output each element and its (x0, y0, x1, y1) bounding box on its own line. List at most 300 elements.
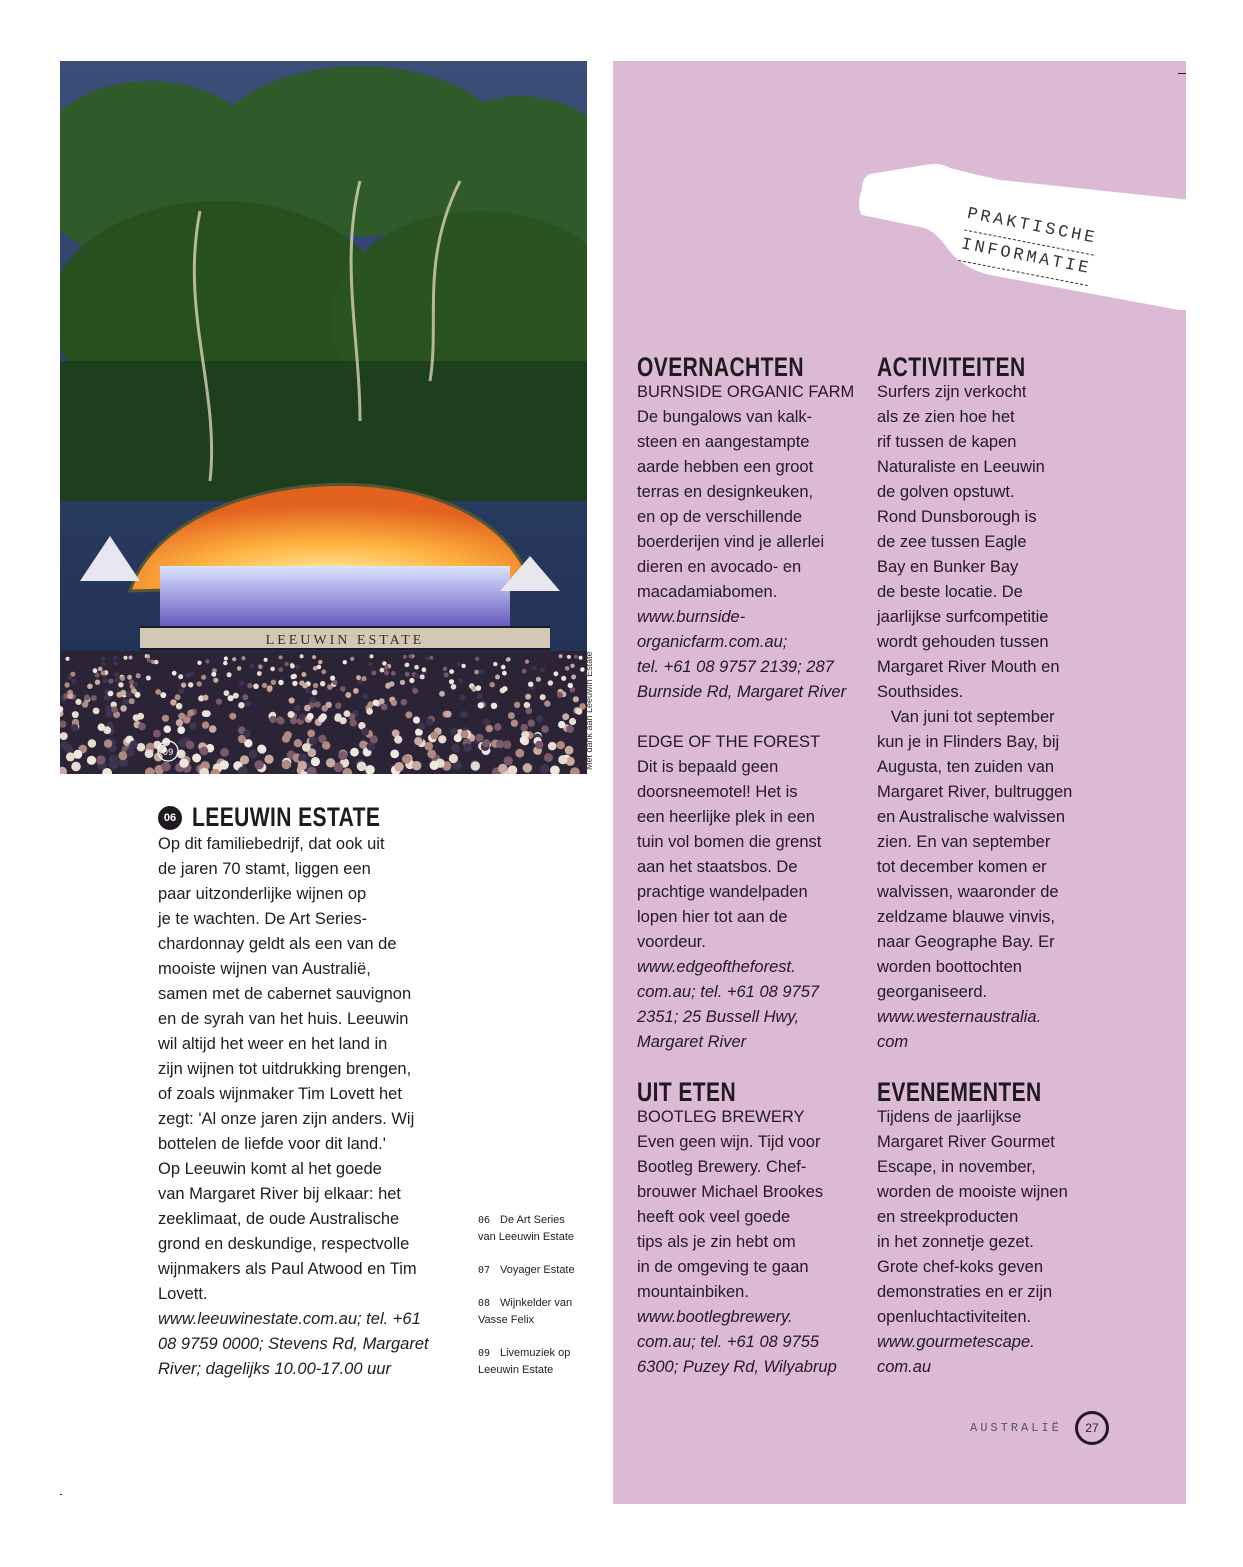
crowd-dot (137, 743, 146, 752)
crowd-dot (72, 711, 79, 718)
crowd-dot (269, 716, 276, 723)
crowd-dot (350, 657, 354, 661)
crowd-dot (576, 708, 583, 715)
crowd-dot (93, 708, 100, 715)
crowd-dot (476, 734, 484, 742)
concert-photo (60, 61, 587, 774)
crowd-dot (175, 694, 181, 700)
crowd-dot (220, 748, 229, 757)
crowd-dot (422, 667, 427, 672)
crowd-dot (294, 705, 301, 712)
crowd-dot (108, 679, 113, 684)
crowd-dot (335, 713, 342, 720)
crowd-dot (258, 664, 263, 669)
crowd-dot (129, 741, 137, 749)
crowd-dot (239, 681, 244, 686)
crowd-dot (133, 682, 138, 687)
crowd-dot (98, 667, 103, 672)
crowd-dot (372, 671, 377, 676)
crowd-dot (426, 718, 433, 725)
crowd-dot (113, 661, 117, 665)
crowd-dot (233, 693, 239, 699)
crowd-dot (418, 722, 426, 730)
crowd-dot (138, 723, 146, 731)
crowd-dot (71, 762, 81, 772)
crowd-dot (474, 670, 479, 675)
crowd-dot (288, 711, 295, 718)
crowd-dot (223, 661, 227, 665)
crowd-dot (302, 743, 311, 752)
crowd-dot (96, 755, 105, 764)
photo-number: 09 (162, 748, 174, 758)
crowd-dot (161, 762, 171, 772)
crowd-dot (146, 654, 150, 658)
crowd-dot (565, 666, 570, 671)
crowd-dot (401, 699, 407, 705)
crowd-dot (338, 751, 347, 760)
crowd-dot (108, 691, 114, 697)
crowd-dot (382, 661, 386, 665)
crowd-dot (247, 683, 252, 688)
crowd-dot (520, 724, 528, 732)
crowd-dot (350, 748, 359, 757)
crowd-dot (103, 726, 111, 734)
crowd-dot (127, 675, 132, 680)
crowd-dot (282, 735, 290, 743)
crowd-dot (344, 710, 351, 717)
crowd-dot (314, 701, 320, 707)
crowd-dot (188, 682, 193, 687)
caption-text: Voyager Estate (500, 1264, 575, 1276)
article-title (158, 802, 434, 833)
section-body: Surfers zijn verkocht als ze zien hoe het rif tussen de kapen Naturaliste en Leeuwin de golven opstuwt. Rond Dunsborough is de zee tussen Eagle Bay en Bunker Bay de beste locatie. De jaarlijkse surfcompetitie wordt gehouden tussen Margaret River Mouth en Southsides. Van juni tot september kun je in Flinders Bay, bij Augusta, ten zuiden van Margaret River, bultruggen en Australische walvissen zien. En van september tot december komen er walvissen, waaronder de zeldzame blauwe vinvis, naar Geographe Bay. Er worden boottochten georganiseerd. (877, 383, 1073, 1001)
crowd-dot (318, 660, 322, 664)
crowd-dot (353, 688, 359, 694)
crowd-dot (384, 665, 389, 670)
crowd-dot (216, 699, 222, 705)
crowd-dot (118, 682, 123, 687)
crowd-dot (525, 708, 532, 715)
crowd-dot (105, 711, 112, 718)
crowd-dot (177, 726, 185, 734)
crowd-dot (276, 716, 283, 723)
crowd-dot (101, 656, 105, 660)
crowd-dot (126, 748, 135, 757)
crowd-dot (457, 662, 461, 666)
crowd-dot (67, 693, 73, 699)
crowd-dot (103, 678, 108, 683)
crowd-dot (463, 743, 472, 752)
crowd-dot (413, 717, 420, 724)
listing-name: EDGE OF THE FOREST (637, 733, 821, 751)
crowd-dot (335, 703, 341, 709)
crowd-dot (430, 761, 439, 770)
crowd-dot (300, 654, 304, 658)
crowd-dot (471, 761, 480, 770)
caption-text: Livemuziek op Leeuwin Estate (478, 1347, 571, 1376)
listing-body: Even geen wijn. Tijd voor Bootleg Brewery. Chef- brouwer Michael Brookes heeft ook veel goede tips als je zin hebt om in de omgeving te gaan mountainbiken. (637, 1133, 824, 1301)
crowd-dot (178, 713, 185, 720)
crowd-dot (524, 702, 530, 708)
crowd-dot (71, 679, 76, 684)
crowd-dot (262, 683, 267, 688)
crowd-dot (359, 741, 367, 749)
crowd-dot (93, 668, 98, 673)
crowd-dot (311, 757, 320, 766)
crowd-dot (220, 760, 229, 769)
crowd-dot (535, 741, 543, 749)
crowd-dot (483, 718, 490, 725)
crowd-dot (558, 721, 565, 728)
crowd-dot (569, 718, 576, 725)
crowd-dot (102, 662, 106, 666)
crowd-dot (511, 720, 518, 727)
crowd-dot (420, 674, 425, 679)
crowd-dot (264, 755, 273, 764)
crowd-dot (279, 655, 283, 659)
crowd-dot (179, 688, 185, 694)
crowd-dot (124, 656, 128, 660)
crowd-dot (330, 676, 335, 681)
crowd-dot (445, 711, 452, 718)
crowd-dot (65, 745, 74, 754)
crowd-dot (84, 695, 90, 701)
crowd-dot (438, 735, 446, 743)
crowd-dot (508, 712, 515, 719)
listing-info: www.bootlegbrewery. com.au; tel. +61 08 9755 6300; Puzey Rd, Wilyabrup (637, 1308, 837, 1376)
crowd-dot (95, 680, 100, 685)
crowd-dot (189, 671, 194, 676)
crowd-dot (282, 760, 291, 769)
crowd-dot (443, 667, 448, 672)
crowd-dot (528, 682, 533, 687)
crowd-dot (321, 669, 326, 674)
crowd-dot (570, 664, 574, 668)
crowd-dot (449, 669, 454, 674)
crowd-dot (482, 739, 490, 747)
crowd-dot (536, 677, 541, 682)
crowd-dot (449, 679, 454, 684)
section-heading: UIT ETEN (637, 1077, 737, 1107)
label-line: PRAKTISCHE (964, 200, 1100, 256)
crowd-dot (493, 662, 497, 666)
crowd-dot (307, 713, 314, 720)
crowd-dot (361, 728, 369, 736)
section-heading: EVENEMENTEN (877, 1077, 1042, 1107)
crowd-dot (490, 682, 495, 687)
crowd-dot (363, 693, 369, 699)
crowd-dot (227, 672, 232, 677)
crowd-dot (155, 689, 161, 695)
crowd-dot (494, 723, 502, 731)
listing-name: BOOTLEG BREWERY (637, 1108, 805, 1126)
listing-body: De bungalows van kalk- steen en aangestampte aarde hebben een groot terras en designkeuken, en op de verschillende boerderijen vind je allerlei dieren en avocado- en macadamiabomen. (637, 408, 825, 601)
crowd-dot (322, 741, 330, 749)
crowd-dot (476, 685, 482, 691)
crowd-dot (544, 700, 550, 706)
crowd-dot (197, 681, 202, 686)
crowd-dot (120, 705, 127, 712)
crowd-dot (478, 702, 484, 708)
crowd-dot (502, 671, 507, 676)
crowd-dot (573, 696, 579, 702)
caption-item (478, 1295, 598, 1329)
crowd-dot (430, 732, 438, 740)
section-info: www.westernaustralia. com (877, 1008, 1042, 1051)
crowd-dot (60, 732, 68, 740)
crowd-dot (224, 656, 228, 660)
crowd-dot (145, 749, 154, 758)
crowd-dot (402, 755, 411, 764)
crowd-dot (540, 694, 546, 700)
crowd-dot (366, 708, 373, 715)
crowd-dot (579, 656, 583, 660)
crowd-dot (444, 672, 449, 677)
section-activiteiten (877, 352, 1117, 1055)
crowd-dot (129, 656, 133, 660)
crowd-dot (200, 747, 209, 756)
crowd-dot (391, 671, 396, 676)
crowd-dot (548, 680, 553, 685)
crowd-dot (568, 683, 573, 688)
crowd-dot (178, 674, 183, 679)
article-info: www.leeuwinestate.com.au; tel. +61 08 9759 0000; Stevens Rd, Margaret River; dagelijks 10.00-17.00 uur (158, 1310, 429, 1378)
crowd-dot (475, 657, 479, 661)
crowd-dot (477, 693, 483, 699)
caption-item (478, 1262, 598, 1279)
crowd-dot (403, 655, 407, 659)
crowd-dot (267, 685, 273, 691)
crowd-dot (340, 686, 346, 692)
crowd-dot (384, 670, 389, 675)
crowd-dot (242, 694, 248, 700)
crowd-dot (381, 704, 388, 711)
crowd-dot (540, 668, 545, 673)
crowd-dot (380, 668, 385, 673)
crowd-dot (502, 686, 508, 692)
crowd-dot (147, 658, 151, 662)
crowd-dot (459, 694, 465, 700)
crowd-dot (528, 719, 535, 726)
article-number-badge: 06 (158, 806, 182, 830)
crowd-dot (343, 660, 347, 664)
crowd-dot (327, 684, 333, 690)
crowd-dot (122, 699, 128, 705)
crowd-dot (368, 662, 372, 666)
crowd-dot (559, 654, 563, 658)
crowd-dot (120, 676, 125, 681)
crowd-dot (126, 691, 132, 697)
crowd-dot (414, 737, 422, 745)
crowd-dot (176, 703, 183, 710)
crowd-dot (501, 665, 506, 670)
crowd-dot (312, 690, 318, 696)
crowd-dot (485, 725, 493, 733)
crowd-dot (284, 662, 288, 666)
crowd-dot (425, 656, 429, 660)
crowd-dot (554, 671, 559, 676)
crowd-dot (213, 678, 218, 683)
crowd-dot (192, 754, 201, 763)
crowd-dot (257, 671, 262, 676)
crowd-dot (243, 730, 251, 738)
crop-mark (60, 1494, 62, 1495)
crowd-dot (249, 750, 258, 759)
crowd-dot (305, 688, 311, 694)
crowd-dot (373, 700, 379, 706)
crowd-dot (544, 753, 553, 762)
crowd-dot (313, 683, 318, 688)
crowd-dot (405, 672, 410, 677)
crowd-dot (394, 762, 404, 772)
caption-number: 06 (478, 1215, 491, 1226)
crowd-dot (449, 754, 458, 763)
crowd-dot (202, 721, 209, 728)
crowd-dot (561, 676, 566, 681)
crowd-dot (574, 655, 578, 659)
crowd-dot (136, 673, 141, 678)
crowd-dot (181, 682, 186, 687)
crowd-dot (394, 736, 402, 744)
crowd-dot (299, 680, 304, 685)
crowd-dot (557, 741, 565, 749)
crowd-dot (391, 700, 397, 706)
listing-name: BURNSIDE ORGANIC FARM (637, 383, 855, 401)
article-body: Op dit familiebedrijf, dat ook uit de jaren 70 stamt, liggen een paar uitzonderlijke wijnen op je te wachten. De Art Series- chardonnay geldt als een van de mooiste wijnen van Australië, samen met de cabernet sauvignon en de syrah van het huis. Leeuwin wil altijd het weer en het land in zijn wijnen tot uitdrukking brengen, of zoals wijnmaker Tim Lovett het zegt: 'Al onze jaren zijn anders. Wij bottelen de liefde voor dit land.' Op Leeuwin komt al het goede van Margaret River bij elkaar: het zeeklimaat, de oude Australische grond en deskundige, respectvolle wijnmakers als Paul Atwood en Tim Lovett. (158, 835, 417, 1303)
crowd-dot (278, 680, 283, 685)
crowd-dot (95, 673, 100, 678)
crowd-dot (548, 742, 557, 751)
crowd-dot (179, 758, 188, 767)
crowd-dot (424, 742, 433, 751)
section-label: AUSTRALIË (970, 1421, 1062, 1435)
crowd-dot (254, 760, 263, 769)
crowd-dot (279, 667, 284, 672)
crowd-dot (113, 656, 117, 660)
caption-text: De Art Series van Leeuwin Estate (478, 1214, 575, 1243)
section-heading: ACTIVITEITEN (877, 352, 1026, 382)
caption-text: Wijnkelder van Vasse Felix (478, 1297, 573, 1326)
section-heading: OVERNACHTEN (637, 352, 804, 382)
crowd-dot (366, 742, 375, 751)
crowd-dot (66, 752, 75, 761)
crowd-dot (312, 655, 316, 659)
article-heading: LEEUWIN ESTATE (192, 802, 381, 832)
crowd-dot (451, 744, 460, 753)
crowd-dot (238, 702, 244, 708)
crowd-dot (320, 713, 327, 720)
crowd-dot (562, 713, 569, 720)
crowd-dot (427, 750, 436, 759)
crowd-dot (461, 711, 468, 718)
crowd-dot (357, 762, 367, 772)
crowd-dot (250, 664, 254, 668)
crowd-dot (345, 692, 351, 698)
listing-info: www.burnside- organicfarm.com.au; tel. +61 08 9757 2139; 287 Burnside Rd, Margaret River (637, 608, 847, 701)
crowd-dot (294, 739, 302, 747)
label-line: INFORMATIE (958, 230, 1094, 286)
crowd-dot (241, 656, 245, 660)
crowd-dot (270, 667, 275, 672)
crowd-dot (264, 658, 268, 662)
crowd-dot (232, 657, 236, 661)
crowd-dot (111, 706, 118, 713)
crowd-dot (439, 691, 445, 697)
crowd-dot (498, 764, 508, 774)
crowd-dot (162, 715, 169, 722)
crowd-dot (565, 746, 574, 755)
crowd-dot (532, 666, 537, 671)
crowd-dot (64, 682, 69, 687)
crowd-dot (409, 678, 414, 683)
crowd-dot (506, 658, 510, 662)
crowd-dot (229, 713, 236, 720)
section-body: Tijdens de jaarlijkse Margaret River Gourmet Escape, in november, worden de mooiste wijnen en streekproducten in het zonnetje gezet. Grote chef-koks geven demonstraties en er zijn openluchtactiviteiten. (877, 1108, 1068, 1326)
crowd-dot (87, 684, 93, 690)
crop-mark (1178, 73, 1186, 74)
crowd-dot (309, 737, 317, 745)
crowd-dot (87, 756, 96, 765)
listing-body: Dit is bepaald geen doorsneemotel! Het is een heerlijke plek in een tuin vol bomen die grenst aan het staatsbos. De prachtige wandelpaden lopen hier tot aan de voordeur. (637, 758, 822, 951)
crowd-dot (405, 663, 409, 667)
crowd-dot (292, 681, 297, 686)
crowd-dot (101, 671, 106, 676)
crowd-dot (71, 724, 79, 732)
photo-captions (478, 1212, 598, 1379)
crowd-dot (290, 717, 297, 724)
crowd-dot (405, 711, 412, 718)
crowd-dot (133, 714, 140, 721)
crowd-dot (495, 675, 500, 680)
crowd-dot (451, 684, 457, 690)
crowd-dot (209, 725, 217, 733)
crowd-dot (65, 657, 69, 661)
crowd-dot (523, 763, 533, 773)
crowd-dot (120, 690, 126, 696)
section-overnachten (637, 352, 867, 1055)
crowd-dot (389, 681, 394, 686)
crowd-dot (350, 719, 357, 726)
page-number: 27 (1075, 1411, 1109, 1445)
crowd-dot (536, 715, 543, 722)
crowd-dot (298, 761, 307, 770)
crowd-dot (271, 680, 276, 685)
caption-number: 09 (478, 1348, 491, 1359)
crowd-dot (522, 669, 527, 674)
crowd-dot (409, 654, 413, 658)
crowd-dot (540, 764, 550, 774)
crowd-dot (304, 705, 311, 712)
crowd-dot (197, 661, 201, 665)
caption-number: 08 (478, 1298, 491, 1309)
crowd-dot (257, 745, 266, 754)
crowd-dot (129, 698, 135, 704)
crowd-dot (414, 665, 419, 670)
section-info: www.gourmetescape. com.au (877, 1333, 1035, 1376)
crowd-dot (115, 678, 120, 683)
crowd-dot (461, 664, 465, 668)
crowd-dot (361, 676, 366, 681)
crowd-dot (390, 750, 399, 759)
crowd-dot (514, 702, 520, 708)
crowd-dot (370, 654, 374, 658)
crowd-dot (211, 672, 216, 677)
crowd-dot (496, 740, 504, 748)
crowd-dot (320, 681, 325, 686)
crowd-dot (176, 719, 183, 726)
crowd-dot (67, 675, 72, 680)
section-uit-eten (637, 1077, 867, 1380)
